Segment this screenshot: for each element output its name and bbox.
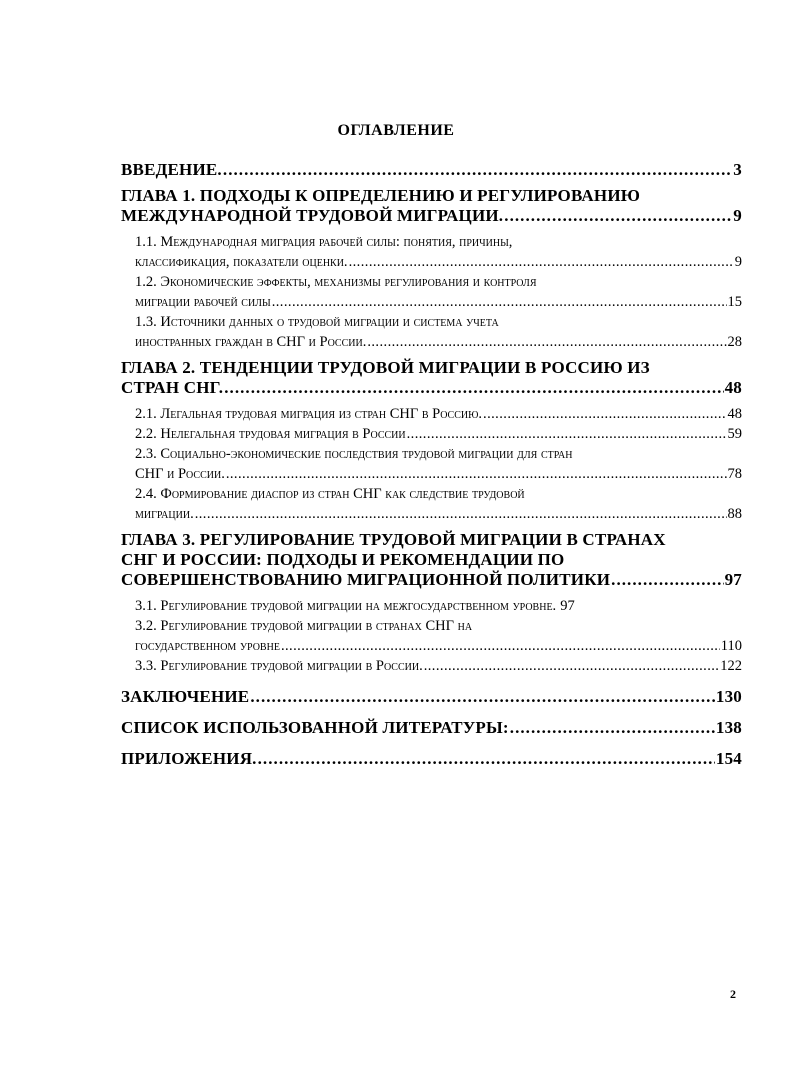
toc-entry-label-continued: МЕЖДУНАРОДНОЙ ТРУДОВОЙ МИГРАЦИИ. bbox=[121, 206, 504, 225]
table-of-contents bbox=[121, 160, 742, 769]
toc-entry-appendix[interactable] bbox=[121, 749, 742, 769]
toc-entry-label: 1.2. Экономические эффекты, механизмы регулирования и контроля bbox=[135, 274, 537, 290]
toc-entry-label-continued: иностранных граждан в СНГ и России. bbox=[135, 334, 367, 350]
toc-entry-label-continued: миграции рабочей силы bbox=[135, 294, 271, 310]
toc-entry-label: 3.3. Регулирование трудовой миграции в России. bbox=[135, 658, 423, 674]
toc-entry-label: 2.3. Социально-экономические последствия трудовой миграции для стран bbox=[135, 446, 573, 462]
toc-entry-label: ГЛАВА 1. ПОДХОДЫ К ОПРЕДЕЛЕНИЮ И РЕГУЛИРОВАНИЮ bbox=[121, 186, 641, 205]
toc-entry-introduction[interactable] bbox=[121, 160, 742, 180]
dot-leader bbox=[226, 464, 727, 484]
dot-leader bbox=[611, 570, 723, 590]
dot-leader bbox=[281, 636, 720, 656]
toc-entry-label: 1.1. Международная миграция рабочей силы: понятия, причины, bbox=[135, 234, 513, 250]
toc-entry-label: СПИСОК ИСПОЛЬЗОВАННОЙ ЛИТЕРАТУРЫ: bbox=[121, 718, 509, 737]
toc-entry-references[interactable] bbox=[121, 718, 742, 738]
toc-page-number: 9 bbox=[733, 206, 742, 225]
toc-entry-label-continued: СНГ и России. bbox=[135, 466, 225, 482]
toc-entry-label-continued: СНГ И РОССИИ: ПОДХОДЫ И РЕКОМЕНДАЦИИ ПО bbox=[121, 550, 565, 569]
toc-entry-section-2-1[interactable] bbox=[121, 404, 742, 424]
toc-entry-section-3-1[interactable] bbox=[121, 596, 742, 616]
toc-page-number: 15 bbox=[727, 294, 742, 310]
toc-page-number: 97 bbox=[724, 570, 742, 589]
toc-page-number: 48 bbox=[724, 378, 742, 397]
dot-leader bbox=[504, 206, 732, 226]
toc-entry-label: ПРИЛОЖЕНИЯ. bbox=[121, 749, 257, 768]
dot-leader bbox=[510, 718, 715, 738]
page-number: 2 bbox=[730, 987, 736, 1001]
toc-page-number: 78 bbox=[727, 466, 742, 482]
dot-leader bbox=[483, 404, 726, 424]
toc-entry-label-continued: СОВЕРШЕНСТВОВАНИЮ МИГРАЦИОННОЙ ПОЛИТИКИ bbox=[121, 570, 611, 589]
toc-page-number: 28 bbox=[727, 334, 742, 350]
dot-leader bbox=[258, 749, 715, 769]
toc-entry-label: 1.3. Источники данных о трудовой миграции и система учета bbox=[135, 314, 499, 330]
toc-page-number: 3 bbox=[733, 160, 742, 179]
toc-entry-section-2-3[interactable] bbox=[121, 444, 742, 484]
toc-entry-label: 2.2. Нелегальная трудовая миграция в России bbox=[135, 426, 406, 442]
toc-entry-label-continued: классификация, показатели оценки. bbox=[135, 254, 348, 270]
toc-entry-label: ГЛАВА 3. РЕГУЛИРОВАНИЕ ТРУДОВОЙ МИГРАЦИИ В СТРАНАХ bbox=[121, 530, 666, 549]
toc-entry-label-continued: СТРАН СНГ. bbox=[121, 378, 224, 397]
toc-entry-section-3-3[interactable] bbox=[121, 656, 742, 676]
dot-leader bbox=[223, 160, 732, 180]
toc-page-number: 59 bbox=[727, 426, 742, 442]
dot-leader bbox=[367, 332, 726, 352]
toc-page-number: 122 bbox=[720, 658, 742, 674]
toc-entry-section-3-2[interactable] bbox=[121, 616, 742, 656]
toc-page-number: 97 bbox=[560, 598, 575, 614]
toc-entry-label-continued: государственном уровне bbox=[135, 638, 280, 654]
toc-entry-label: ГЛАВА 2. ТЕНДЕНЦИИ ТРУДОВОЙ МИГРАЦИИ В РОССИЮ ИЗ bbox=[121, 358, 650, 377]
dot-leader bbox=[224, 378, 723, 398]
toc-entry-section-1-3[interactable] bbox=[121, 312, 742, 352]
toc-entry-label: 2.4. Формирование диаспор из стран СНГ как следствие трудовой bbox=[135, 486, 525, 502]
toc-entry-chapter-2[interactable] bbox=[121, 358, 742, 398]
dot-leader bbox=[407, 424, 727, 444]
toc-entry-label: 2.1. Легальная трудовая миграция из стран СНГ в Россию. bbox=[135, 406, 483, 422]
toc-page-number: 88 bbox=[727, 506, 742, 522]
dot-leader bbox=[349, 252, 734, 272]
toc-entry-label: 3.1. Регулирование трудовой миграции на межгосударственном уровне. bbox=[135, 598, 557, 614]
toc-page-number: 110 bbox=[720, 638, 742, 654]
toc-entry-label: 3.2. Регулирование трудовой миграции в странах СНГ на bbox=[135, 618, 473, 634]
toc-page-number: 138 bbox=[715, 718, 742, 737]
dot-leader bbox=[250, 687, 715, 707]
dot-leader bbox=[195, 504, 727, 524]
toc-entry-label: ВВЕДЕНИЕ. bbox=[121, 160, 222, 179]
dot-leader bbox=[424, 656, 720, 676]
toc-page-number: 48 bbox=[727, 406, 742, 422]
toc-entry-conclusion[interactable] bbox=[121, 687, 742, 707]
dot-leader bbox=[272, 292, 727, 312]
toc-entry-label: ЗАКЛЮЧЕНИЕ bbox=[121, 687, 250, 706]
toc-entry-section-2-4[interactable] bbox=[121, 484, 742, 524]
page-title: ОГЛАВЛЕНИЕ bbox=[337, 122, 455, 139]
toc-page-number: 130 bbox=[715, 687, 742, 706]
toc-entry-section-2-2[interactable] bbox=[121, 424, 742, 444]
toc-entry-section-1-1[interactable] bbox=[121, 232, 742, 272]
toc-entry-label-continued: миграции. bbox=[135, 506, 194, 522]
toc-entry-section-1-2[interactable] bbox=[121, 272, 742, 312]
toc-page-number: 9 bbox=[734, 254, 742, 270]
toc-entry-chapter-3[interactable] bbox=[121, 530, 742, 590]
toc-entry-chapter-1[interactable] bbox=[121, 186, 742, 226]
toc-page-number: 154 bbox=[715, 749, 742, 768]
